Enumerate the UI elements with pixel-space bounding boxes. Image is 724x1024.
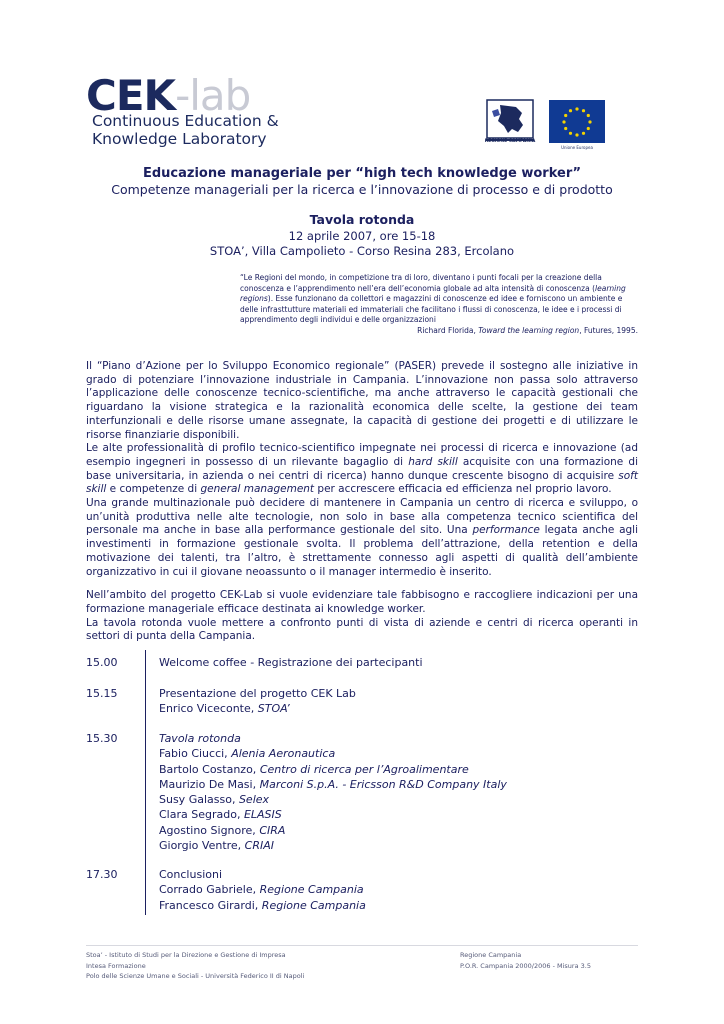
agenda-heading	[159, 731, 507, 746]
footer-line: Intesa Formazione	[86, 961, 146, 970]
speaker-name: Corrado Gabriele,	[159, 883, 260, 897]
speaker	[159, 838, 507, 853]
logo-subtitle-line2: Knowledge Laboratory	[92, 130, 267, 148]
document-subtitle: Competenze manageriali per la ricerca e l’innovazione di processo e di prodotto	[111, 182, 613, 197]
agenda-time: 17.30	[86, 868, 118, 881]
speaker-org: Alenia Aeronautica	[231, 747, 336, 761]
emphasis: soft skill	[86, 469, 638, 496]
event-date: 12 aprile 2007, ore 15-18	[288, 229, 436, 243]
emphasis: performance	[472, 524, 540, 537]
text: e competenze di	[106, 483, 201, 496]
speaker-name: Fabio Ciucci,	[159, 747, 232, 761]
footer-left	[86, 950, 304, 982]
text: acquisite con una formazione di base universitaria, in azienda o nei centri di ricerca) hanno dunque crescente bisogno di acquisire	[86, 455, 638, 482]
quote-text-part: ). Esse funzionano da collettori e magazzini di conoscenze ed idee e forniscono un ambiente e delle infrasttutture materiali ed immateriali che facilitano i flussi di conoscenza, le idee e i processi di apprendimento degli individui e delle organizzazioni	[240, 294, 623, 325]
quote-emphasis: learning regions	[240, 283, 626, 304]
event-place: STOA’, Villa Campolieto - Corso Resina 283, Ercolano	[209, 244, 515, 258]
quote-text-part: “Le Regioni del mondo, in competizione tra di loro, diventano i punti focali per la creazione della conoscenza e l’apprendimento nell’era dell’economia globale ad alta intensità di conoscenza (	[240, 273, 602, 293]
paragraph	[86, 442, 638, 497]
document-title: Educazione manageriale per “high tech knowledge worker”	[142, 166, 582, 181]
speaker-name: Giorgio Ventre,	[159, 839, 245, 853]
eu-caption: Unione Europea	[561, 145, 593, 150]
footer-line: Polo delle Scienze Umane e Sociali - Università Federico II di Napoli	[86, 972, 305, 980]
agenda-line: Welcome coffee - Registrazione dei partecipanti	[159, 656, 423, 669]
speaker	[159, 762, 507, 777]
speaker	[159, 792, 507, 807]
campania-caption: REGIONE CAMPANIA	[484, 139, 536, 144]
event-title: Tavola rotonda	[309, 212, 415, 227]
agenda-time: 15.15	[86, 687, 118, 700]
speaker-org: Selex	[238, 793, 270, 807]
speaker-org: Marconi S.p.A. - Ericsson R&D Company Italy	[259, 777, 507, 791]
logo-dash: -	[175, 71, 190, 120]
footer-line: P.O.R. Campania 2000/2006 - Misura 3.5	[460, 961, 591, 970]
speaker-org: ELASIS	[243, 808, 282, 822]
text: Le alte professionalità di profilo tecnico-scientifico impegnate nei processi di ricerca e innovazione (ad esempio ingegneri in possesso di un rilevante bagaglio di	[86, 442, 638, 468]
speaker-org: Regione Campania	[261, 898, 366, 912]
agenda-item	[159, 731, 507, 853]
quote-attribution	[240, 326, 638, 337]
text: Una grande multinazionale può decidere di mantenere in Campania un centro di ricerca e sviluppo, o un’unità produttiva nelle alte tecnologie, non solo in base alla competenza tecnico scientifica del personale ma anche in base alla performance gestionale del sito. Una	[86, 497, 638, 537]
agenda-item	[159, 655, 423, 670]
footer-line: Stoa’ - Istituto di Studi per la Direzione e Gestione di Impresa	[86, 951, 286, 959]
speaker	[159, 777, 507, 792]
agenda-heading-text: Tavola rotonda	[159, 732, 241, 745]
quote-work: Toward the learning region	[478, 325, 580, 335]
eu-flag-icon	[549, 100, 605, 143]
agenda-line: Presentazione del progetto CEK Lab	[159, 687, 356, 700]
paragraph: Nell’ambito del progetto CEK-Lab si vuole evidenziare tale fabbisogno e raccogliere indicazioni per una formazione manageriale efficace destinata ai knowledge worker.	[86, 589, 638, 615]
logo-subtitle-line1: Continuous Education &	[92, 112, 279, 130]
body-text	[86, 360, 638, 644]
paragraph	[86, 497, 638, 579]
logo-lab: lab	[189, 71, 251, 120]
footer-divider	[86, 945, 638, 946]
paragraph: La tavola rotonda vuole mettere a confronto punti di vista di aziende e centri di ricerca operanti in settori di punta della Campania.	[86, 616, 638, 643]
quote-text	[240, 273, 638, 326]
agenda-item	[159, 686, 356, 717]
agenda-divider	[145, 650, 146, 915]
speaker	[159, 701, 356, 716]
speaker-name: Francesco Girardi,	[159, 898, 262, 912]
paragraph: Il “Piano d’Azione per lo Sviluppo Economico regionale” (PASER) prevede il sostegno alle iniziative in grado di potenziare l’innovazione industriale in Campania. L’innovazione non passa solo attraverso l’applicazione delle conoscenze tecnico-scientifiche, ma anche attraverso le capacità gestionali che riguardano la visione strategica e la razionalità economica delle scelte, la gestione dei team interfunzionali e delle risorse umane assegnate, la capacità di gestione dei progetti e di utilizzare le risorse finanziarie disponibili.	[86, 360, 638, 441]
speaker	[159, 898, 366, 913]
speaker-org: CIRA	[259, 823, 286, 837]
quote-author: Richard Florida,	[417, 325, 479, 335]
speaker-org: Regione Campania	[259, 883, 364, 897]
footer-right	[460, 950, 591, 971]
speaker-name: Clara Segrado,	[159, 808, 244, 822]
emphasis: hard skill	[408, 455, 458, 468]
footer-line: Regione Campania	[460, 951, 522, 959]
speaker-name: Bartolo Costanzo,	[159, 762, 260, 776]
quote-block	[240, 273, 638, 337]
speaker	[159, 823, 507, 838]
speaker-name: Maurizio De Masi,	[159, 777, 260, 791]
speaker	[159, 882, 366, 897]
agenda-item	[159, 867, 366, 913]
logo-cek: CEK	[86, 71, 176, 120]
emphasis: general management	[200, 483, 315, 496]
agenda-heading: Conclusioni	[159, 868, 223, 881]
text: per accrescere efficacia ed efficienza nel proprio lavoro.	[314, 483, 612, 496]
speaker-org: STOA’	[257, 702, 290, 716]
speaker-name: Agostino Signore,	[159, 823, 260, 837]
speaker-org: Centro di ricerca per l’Agroalimentare	[259, 762, 469, 776]
speaker-name: Susy Galasso,	[159, 793, 239, 807]
speaker-name: Enrico Viceconte,	[159, 702, 258, 716]
cek-lab-logo	[86, 71, 251, 120]
speaker	[159, 746, 507, 761]
speaker-org: CRIAI	[244, 839, 275, 853]
text: legata anche agli investimenti in formazione gestionale svolta. Il problema dell’attrazione, della retention e della motivazione dei talenti, tra l’altro, è strettamente connesso agli aspetti di qualità dell’ambiente organizzativo in cui il giovane neoassunto o il manager intermedio è inserito.	[86, 524, 639, 578]
agenda-time: 15.00	[86, 656, 118, 669]
agenda-time: 15.30	[86, 732, 118, 745]
speaker	[159, 807, 507, 822]
quote-source: , Futures, 1995.	[579, 325, 638, 335]
